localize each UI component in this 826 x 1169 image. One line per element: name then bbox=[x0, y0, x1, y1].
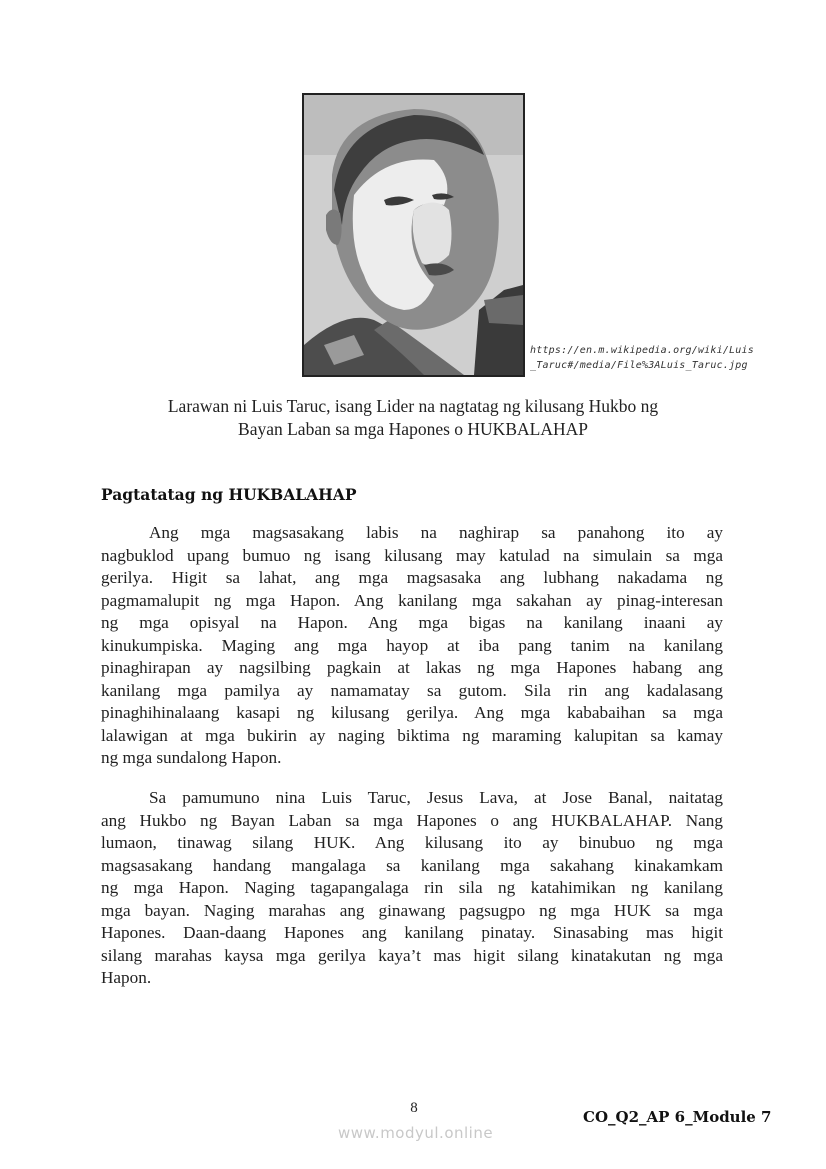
paragraph-2 bbox=[101, 787, 723, 990]
paragraph-line: ng mga sundalong Hapon. bbox=[101, 748, 282, 767]
paragraph-line: kinukumpiska. Maging ang mga hayop at iba pang tanim na kanilang bbox=[101, 635, 723, 655]
paragraph-line: Hapon. bbox=[101, 968, 152, 987]
paragraph-line: mga bayan. Naging marahas ang ginawang pagsugpo ng mga HUK sa mga bbox=[101, 900, 723, 920]
figure-caption bbox=[100, 395, 726, 440]
paragraph-line: lalawigan at mga bukirin ay naging biktima ng maraming kalupitan sa kamay bbox=[101, 725, 723, 745]
watermark: www.modyul.online bbox=[338, 1124, 494, 1142]
paragraph-line: kanilang mga pamilya ay namamatay sa gutom. Sila rin ang kadalasang bbox=[101, 680, 723, 700]
credit-url-line-2: _Taruc#/media/File%3ALuis_Taruc.jpg bbox=[530, 359, 748, 371]
paragraph-line: ng mga Hapon. Naging tagapangalaga rin sila ng katahimikan ng kanilang bbox=[101, 878, 723, 897]
section-heading: Pagtatatag ng HUKBALAHAP bbox=[101, 485, 357, 504]
caption-line-1: Larawan ni Luis Taruc, isang Lider na nagtatag ng kilusang Hukbo ng bbox=[167, 396, 659, 416]
portrait-image bbox=[304, 95, 523, 375]
paragraph-line: lumaon, tinawag silang HUK. Ang kilusang ito ay binubuo ng mga bbox=[101, 833, 723, 852]
paragraph-line: ang Hukbo ng Bayan Laban sa mga Hapones o ang HUKBALAHAP. Nang bbox=[101, 810, 723, 830]
paragraph-line: pinaghirapan ay nagsilbing pagkain at lakas ng mga Hapones habang ang bbox=[101, 658, 723, 677]
portrait-photo bbox=[302, 93, 525, 377]
module-code: CO_Q2_AP 6_Module 7 bbox=[583, 1108, 772, 1126]
paragraph-line: pinaghihinalaang kasapi ng kilusang gerilya. Ang mga kababaihan sa mga bbox=[101, 703, 723, 722]
paragraph-line: pagmamalupit ng mga Hapon. Ang kanilang mga sakahan ay pinag-interesan bbox=[101, 590, 723, 610]
image-source-credit[interactable] bbox=[530, 344, 790, 373]
paragraph-line: silang marahas kaysa mga gerilya kaya’t mas higit silang kinatakutan ng mga bbox=[101, 945, 723, 965]
paragraph-line: magsasakang handang mangalaga sa kanilang mga sakahang kinakamkam bbox=[101, 855, 723, 875]
paragraph-line: Sa pamumuno nina Luis Taruc, Jesus Lava, at Jose Banal, naitatag bbox=[149, 788, 723, 807]
paragraph-line: gerilya. Higit sa lahat, ang mga magsasaka ang lubhang nakadama ng bbox=[101, 568, 723, 587]
paragraph-line: Ang mga magsasakang labis na naghirap sa panahong ito ay bbox=[149, 523, 723, 542]
credit-url-line-1: https://en.m.wikipedia.org/wiki/Luis bbox=[530, 345, 754, 356]
paragraph-line: nagbuklod upang bumuo ng isang kilusang may katulad na simulain sa mga bbox=[101, 545, 723, 565]
paragraph-line: Hapones. Daan-daang Hapones ang kanilang pinatay. Sinasabing mas higit bbox=[101, 923, 723, 942]
paragraph-line: ng mga opisyal na Hapon. Ang mga bigas na kanilang inaani ay bbox=[101, 613, 723, 632]
page-number: 8 bbox=[410, 1100, 418, 1116]
caption-line-2: Bayan Laban sa mga Hapones o HUKBALAHAP bbox=[238, 418, 588, 439]
paragraph-1 bbox=[101, 522, 723, 770]
